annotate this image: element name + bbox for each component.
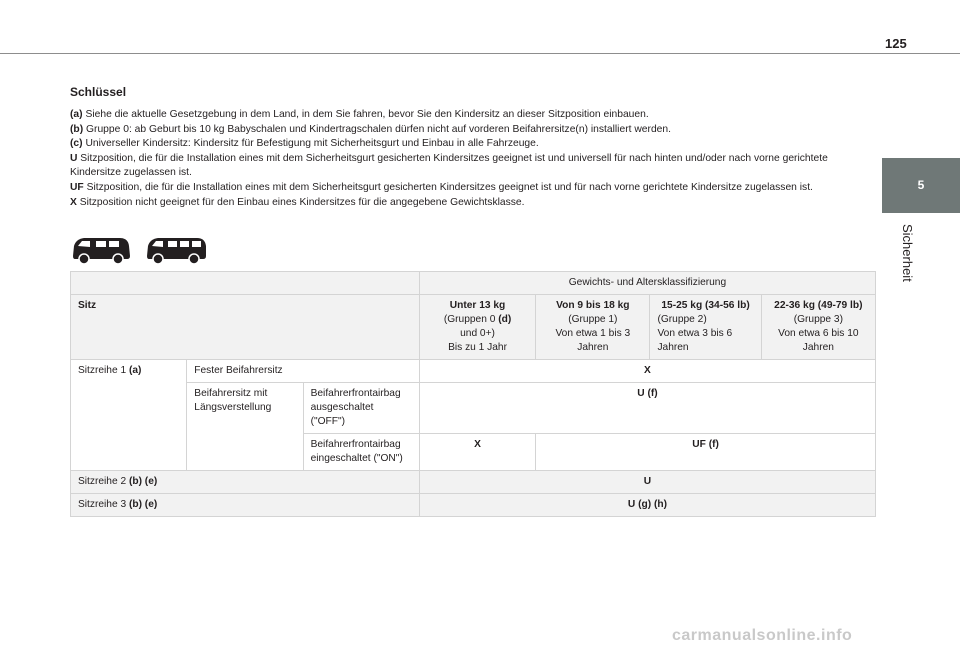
group-2-header: 15-25 kg (34-56 lb) (Gruppe 2) Von etwa 3 bis 6 Jahren <box>650 295 761 360</box>
passenger-seat-label: Beifahrersitz mit Längsverstellung <box>187 383 303 471</box>
seat-header: Sitz <box>71 295 420 360</box>
group-1-header: Von 9 bis 18 kg (Gruppe 1) Von etwa 1 bis 3 Jahren <box>536 295 650 360</box>
key-item: (a) Siehe die aktuelle Gesetzgebung in dem Land, in dem Sie fahren, bevor Sie den Kindersitz an dieser Sitzposition einbauen. <box>70 109 649 120</box>
table-row <box>71 295 876 360</box>
key-list <box>70 108 870 210</box>
driver-seat-value: X <box>419 360 875 383</box>
row-3-label: Sitzreihe 3 (b) (e) <box>71 494 420 517</box>
chapter-number: 5 <box>917 178 925 192</box>
row-3-value: U (g) (h) <box>419 494 875 517</box>
chapter-tab[interactable] <box>882 158 960 213</box>
child-seat-table <box>70 271 876 517</box>
page-number: 125 <box>885 36 907 51</box>
watermark: carmanualsonline.info <box>672 627 853 644</box>
table-row <box>71 272 876 295</box>
airbag-off-label: Beifahrerfrontairbag ausgeschaltet ("OFF") <box>303 383 419 434</box>
classification-header: Gewichts- und Altersklassifizierung <box>419 272 875 295</box>
vehicle-5-seat-icon <box>70 234 132 266</box>
vehicle-icons <box>70 234 208 268</box>
row-2-value: U <box>419 471 875 494</box>
row-2-label: Sitzreihe 2 (b) (e) <box>71 471 420 494</box>
driver-seat-label: Fester Beifahrersitz <box>187 360 420 383</box>
key-item: (c) Universeller Kindersitz: Kindersitz für Befestigung mit Sicherheitsgurt und Einbau in alle Fahrzeuge. <box>70 138 539 150</box>
group-0-header: Unter 13 kg (Gruppen 0 (d) und 0+) Bis zu 1 Jahr <box>419 295 535 360</box>
key-item: X Sitzposition nicht geeignet für den Einbau eines Kindersitzes für die angegebene Gewichtsklasse. <box>70 196 525 208</box>
table-row <box>71 471 876 494</box>
row-1-label: Sitzreihe 1 (a) <box>71 360 187 471</box>
header-rule <box>0 53 960 54</box>
airbag-on-value-group-0: X <box>419 434 535 471</box>
table-row <box>71 360 876 383</box>
key-item: Kindersitze zugelassen ist. <box>70 167 192 179</box>
key-item: UF Sitzposition, die für die Installation eines mit dem Sicherheitsgurt gesicherten Kindersitzes geeignet ist und für nach vorne gerichtete Kindersitze zugelassen ist. <box>70 181 813 193</box>
airbag-on-label: Beifahrerfrontairbag eingeschaltet ("ON") <box>303 434 419 471</box>
airbag-on-value-other: UF (f) <box>536 434 876 471</box>
group-3-header: 22-36 kg (49-79 lb) (Gruppe 3) Von etwa 6 bis 10 Jahren <box>761 295 875 360</box>
key-item: (b) Gruppe 0: ab Geburt bis 10 kg Babyschalen und Kindertragschalen dürfen nicht auf vorderen Beifahrersitze(n) installiert werden. <box>70 123 671 135</box>
table-row <box>71 494 876 517</box>
table-row <box>71 383 876 434</box>
key-item: U Sitzposition, die für die Installation eines mit dem Sicherheitsgurt gesicherten Kindersitzes geeignet ist und universell für nach hinten und/oder nach vorne gerichtete <box>70 152 828 164</box>
key-title: Schlüssel <box>70 85 127 99</box>
airbag-off-value: U (f) <box>419 383 875 434</box>
chapter-label: Sicherheit <box>900 224 915 282</box>
vehicle-7-seat-icon <box>144 234 208 266</box>
